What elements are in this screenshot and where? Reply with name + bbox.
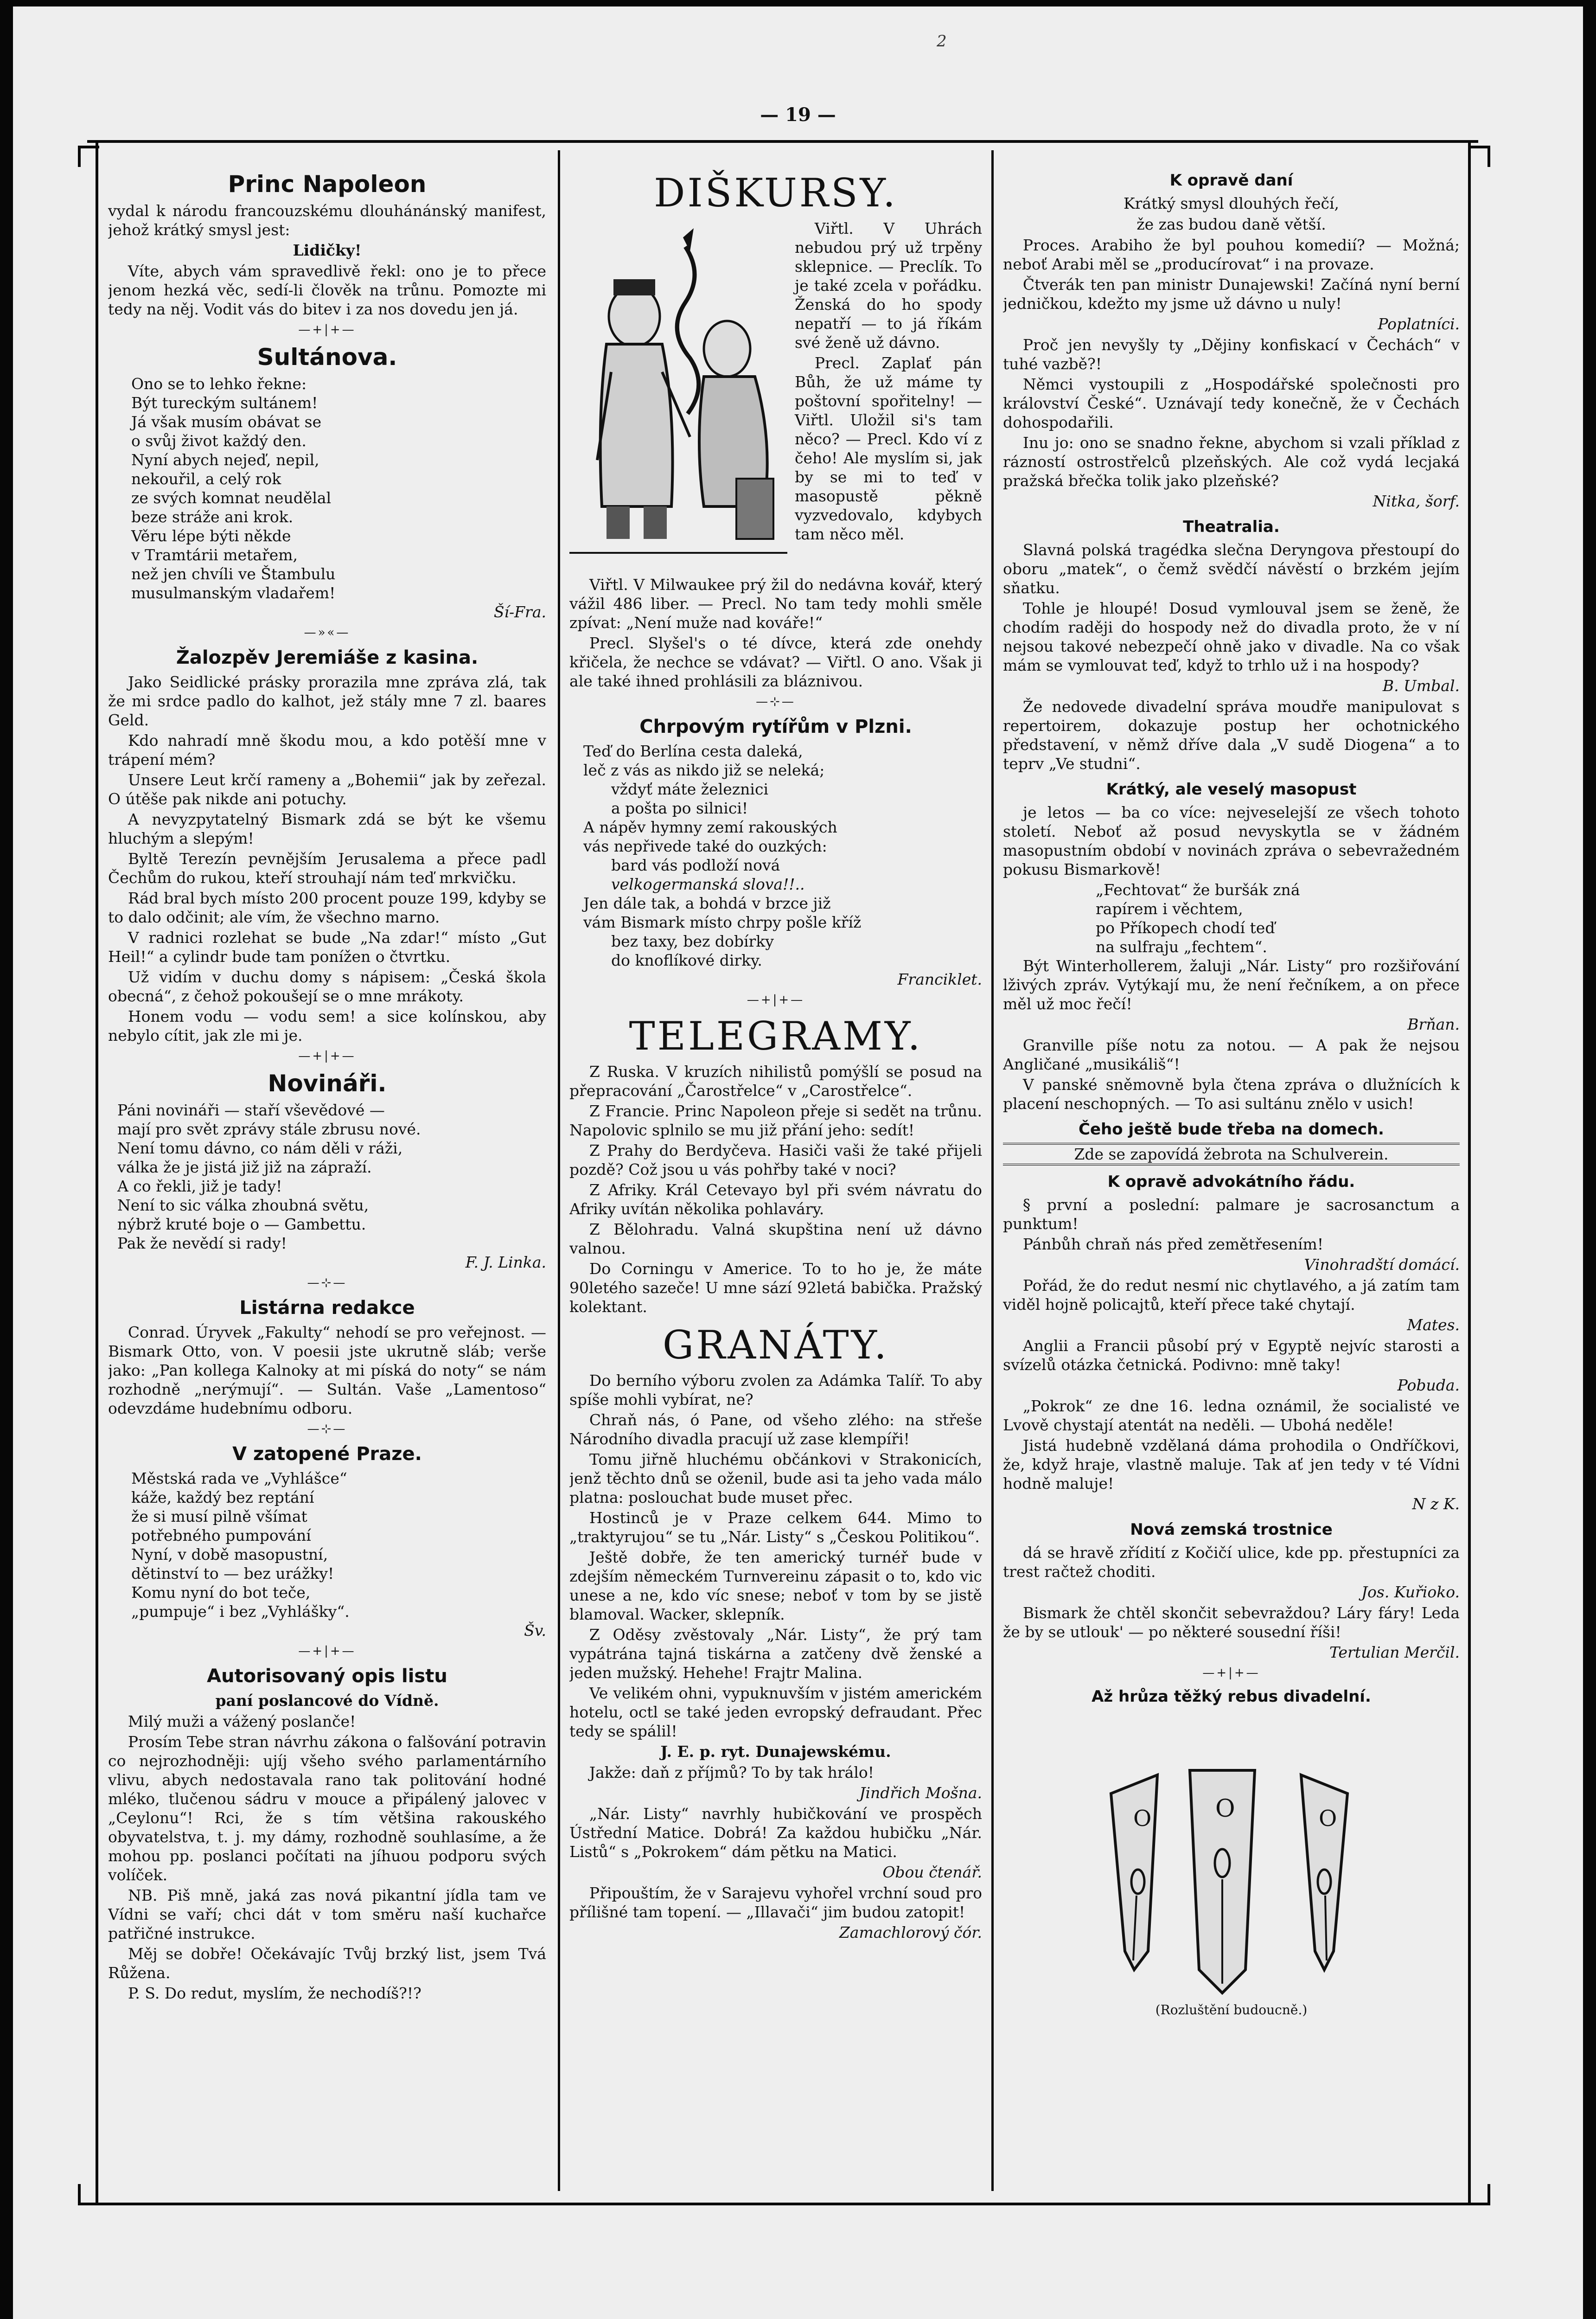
heading-rebus: Až hrůza těžký rebus divadelní. [1092,1687,1371,1706]
ornament-divider: —⊹— [307,1422,347,1436]
paragraph: „Nár. Listy“ navrhly hubičkování ve prospěch Ústřední Matice. Dobrá! Za každou hubičku „Nár. Listů“ s „Pokrokem“ dám pětku na Matici. [569,1805,982,1861]
signature: B. Umbal. [1382,677,1460,695]
paragraph: Byltě Terezín pevnějším Jerusalema a přece padl Čechům do rukou, kteří strouhají nám teď mrkvičku. [108,850,546,887]
heading-dani: K opravě daní [1169,171,1293,190]
corner-ornament-br [1469,2184,1490,2205]
paragraph: Anglii a Francii působí prý v Egyptě nejvíc starosti a svízelů otázka četnická. Podivno: mně taky! [1003,1337,1460,1374]
heading-telegramy: TELEGRAMY. [629,1013,923,1059]
paragraph: Do berního výboru zvolen za Adámka Talíř. To aby spíše mohli vybírat, ne? [569,1371,982,1409]
frame-right [1468,140,1471,2205]
verse-line: Já však musím obávat se [131,413,322,431]
paragraph: Z Ruska. V kruzích nihilistů pomýšlí se posud na přepracování „Čarostřelce“ v „Carostřelce“. [569,1063,982,1100]
verse-line: Není to sic válka zhoubná světu, [117,1196,369,1214]
verse-line: vždyť máte železnici [611,780,769,798]
dani-subline: že zas budou daně větší. [1136,215,1326,233]
paragraph: Že nedovede divadelní správa moudře manipulovat s repertoirem, dokazuje postup her ochotnického představení, v němž dříve dala „V sudě Diogena“ a to teprv „Ve studni“. [1003,698,1460,773]
verse-line: válka že je jistá již již na zápraží. [117,1158,372,1176]
heading-listarna: Listárna redakce [239,1297,415,1319]
signature: F. J. Linka. [465,1253,546,1271]
paragraph: Viřtl. V Milwaukee prý žil do nedávna kovář, který vážil 486 liber. — Precl. No tam tedy mohli směle zpívat: „Není muže nad kováře!“ [569,576,982,632]
paragraph: Viřtl. V Uhrách nebudou prý už trpěny sklepnice. — Preclík. To je také zcela v pořádku. Ženská do ho spody nepatří — to já říkám své ženě už dávno. [795,219,982,352]
rebus-letter: O [1318,1806,1337,1832]
heading-napoleon: Princ Napoleon [228,171,427,198]
page-number: — 19 — [760,104,836,126]
paragraph: Z Afriky. Král Cetevayo byl při svém návratu do Afriky uvítán několika pohlaváry. [569,1181,982,1218]
domech-text: Zde se zapovídá žebrota na Schulverein. [1003,1143,1460,1166]
signature: Nitka, šorf. [1373,492,1460,510]
paragraph: Němci vystoupili z „Hospodářské společnosti pro království České“. Uznávají tedy konečně, že v Čechách dohospodařili. [1003,375,1460,431]
verse-line: Pak že nevědí si rady! [117,1234,287,1252]
paragraph: Z Francie. Princ Napoleon přeje si sedět na trůnu. Napolovic splnilo se mu již přání jeho: sedít! [569,1102,982,1139]
verse-line: Jen dále tak, a bohdá v brzce již [583,894,831,912]
heading-sultanova: Sultánova. [257,344,397,371]
verse-line: bard vás podloží nová [611,856,780,874]
paragraph: Precl. Zaplať pán Bůh, že už máme ty poštovní spořitelny! — Viřtl. Uložil si's tam něco? — Precl. Kdo ví z čeho! Ale myslím si, jak by se mi to teď v masopustě pěkně vyzvedovalo, kdybych tam něco měl. [795,354,982,543]
signature: Zamachlorový čór. [839,1923,982,1941]
ornament-divider: —+|+— [298,1644,356,1658]
signature: Jindřich Mošna. [859,1784,982,1802]
paragraph: Precl. Slyšel's o té dívce, která zde onehdy křičela, že nechce se vdávat? — Viřtl. O ano. Však ji ale také ihned prohlásili za bláznivou. [569,634,982,690]
signature: Pobuda. [1397,1376,1460,1394]
paragraph: Unsere Leut krčí rameny a „Bohemii“ jak by zeřezal. O útěše pak nikde ani potuchy. [108,771,546,808]
verse-line: rapírem i věchtem, [1096,900,1243,918]
paragraph: „Pokrok“ ze dne 16. ledna oznámil, že socialisté ve Lvově chystají atentát na neděli. — Ubohá neděle! [1003,1397,1460,1434]
signature: Franciklet. [897,970,982,988]
frame-bottom [87,2203,1478,2205]
verse-line: že si musí pilně všímat [131,1507,307,1525]
paragraph: Hostinců je v Praze celkem 644. Mimo to „traktyrujou“ se tu „Nár. Listy“ s „Českou Politikou“. [569,1509,982,1546]
paragraph: Conrad. Úryvek „Fakulty“ nehodí se pro veřejnost. — Bismark Otto, von. V poesii jste ukrutně sláb; verše jako: „Pan kollega Kalnoky at mi píská do noty“ se nám rozhodně „nerýmují“. — Sultán. Vaše „Lamentoso“ odevzdáme hudebnímu odboru. [108,1323,546,1417]
handwritten-page-mark: 2 [937,32,947,51]
paragraph: Prosím Tebe stran návrhu zákona o falšování potravin co nejrozhodněji: ujíj všeho svého parlamentárního vlivu, abych nedostavala rano tak politování hodné mléko, tlučenou sádru v mouce a připálený jalovec v „Ceylonu“! Rci, že s tím většina rakouského obyvatelstva, t. j. my dámy, rozhodně souhlasíme, a že mohou pp. poslanci počítati na jíhuou podporu svých volíček. [108,1733,546,1884]
verse-line: Věru lépe býti někde [131,527,291,545]
frame-left [96,140,98,2205]
corner-ornament-tl [78,146,99,167]
verse-line: Teď do Berlína cesta daleká, [583,742,803,760]
verse-line: nekouřil, a celý rok [131,470,281,488]
verse-line: Ono se to lehko řekne: [131,375,307,393]
right-column [1003,164,1460,2196]
dani-subline: Krátký smysl dlouhých řečí, [1123,194,1340,212]
paragraph: A nevyzpytatelný Bismark zdá se být ke všemu hluchým a slepým! [108,810,546,847]
signature: Ší-Fra. [493,603,546,621]
rebus-letter: O [1133,1806,1151,1832]
masopust-verse [1003,880,1460,956]
dunajewski-heading: J. E. p. ryt. Dunajewskému. [660,1742,891,1761]
paragraph: Jakže: daň z příjmů? To by tak hrálo! [589,1763,875,1781]
paragraph: Do Corningu v Americe. To to ho je, že máte 90letého sazeče! U mne sází 92letá babička. Pražský kolektant. [569,1260,982,1316]
left-column [108,164,546,2196]
chrpovym-poem [569,742,982,970]
verse-line: o svůj život každý den. [131,432,306,450]
paragraph: Granville píše notu za notou. — A pak že nejsou Angličané „musikáliš“! [1003,1036,1460,1073]
paragraph: Už vidím v duchu domy s nápisem: „Česká škola obecná“, z čehož pokoušejí se o mne mrákoty. [108,968,546,1005]
signature: Poplatníci. [1378,315,1460,333]
verse-line: dětinství to — bez urážky! [131,1564,334,1582]
verse-line: na sulfraju „fechtem“. [1096,938,1267,956]
verse-line: nýbrž kruté boje o — Gambettu. [117,1215,366,1233]
paragraph: Rád bral bych místo 200 procent pouze 199, kdyby se to dalo odčinit; ale vím, že všechno marno. [108,889,546,926]
verse-line: Není tomu dávno, co nám děli v ráži, [117,1139,403,1157]
verse-line: leč z vás as nikdo již se neleká; [583,761,825,779]
paragraph: dá se hravě zřídití z Kočičí ulice, kde pp. přestupníci za trest račtež choditi. [1003,1544,1460,1581]
paragraph: Připouštím, že v Sarajevu vyhořel vrchní soud pro přílišné tam topení. — „Illavači“ jim budou zatopit! [569,1884,982,1921]
heading-zemska: Nová zemská trostnice [1130,1520,1333,1539]
heading-theatralia: Theatralia. [1183,518,1280,536]
ornament-divider: —+|+— [747,993,805,1007]
signature: Obou čtenář. [882,1863,982,1881]
signature: Jos. Kuřioko. [1361,1583,1460,1601]
paragraph: Jistá hudebně vzdělaná dáma prohodila o Ondříčkovi, že, když hraje, vlastně maluje. Tak ať jen tedy v té Vídni hodně maluje! [1003,1436,1460,1493]
heading-opis: Autorisovaný opis listu [207,1666,447,1687]
verse-line: A nápěv hymny zemí rakouských [583,818,837,836]
corner-ornament-tr [1469,146,1490,167]
napoleon-intro: vydal k národu francouzskému dlouhánánský manifest, jehož krátký smysl jest: [108,202,546,239]
paragraph: je letos — ba co více: nejveselejší ze všech tohoto století. Neboť až posud nevyskytla se v žádném masopustním období v novinách zpráva o sebevražedném pokusu Bismarkově! [1003,803,1460,878]
column-rule-1 [558,150,560,2191]
verse-line: ze svých komnat neudělal [131,489,332,507]
verse-line: potřebného pumpování [131,1526,311,1544]
verse-line: po Příkopech chodí teď [1096,919,1275,937]
signature: Vinohradští domácí. [1304,1256,1460,1274]
diskursy-illustration [569,219,787,571]
verse-line: v Tramtárii metařem, [131,546,298,564]
newspaper-page [13,6,1583,2319]
sultanova-poem [108,374,546,602]
paragraph: Bismark že chtěl skončit sebevraždou? Láry fáry! Leda že by se utlouk' — po některé sousední říši! [1003,1604,1460,1641]
verse-line: beze stráže ani krok. [131,508,294,526]
signature: Mates. [1407,1316,1460,1334]
paragraph: Tomu jiřně hluchému občánkovi v Strakonicích, jenž těchto dnů se oženil, bude asi ta jeho vada málo platna: poslouchat bude muset přec. [569,1450,982,1506]
signature: Brňan. [1407,1015,1460,1033]
column-rule-2 [991,150,994,2191]
verse-line: do knoflíkové dirky. [611,951,762,969]
paragraph: Ve velikém ohni, vypuknuvším v jistém americkém hotelu, octl se také jeden evropský defraudant. Přec tedy se spálil! [569,1684,982,1740]
paragraph: Chraň nás, ó Pane, od všeho zlého: na střeše Národního divadla pracují už zase klempíři! [569,1411,982,1448]
paragraph: NB. Piš mně, jaká zas nová pikantní jídla tam ve Vídni se vaří; chci dát v tom směru naší kuchařce patřičné instrukce. [108,1886,546,1942]
verse-line: musulmanským vladařem! [131,584,336,602]
verse-line: vás nepřivede také do ouzkých: [583,837,827,855]
verse-line: velkogermanská slova!!.. [611,875,805,893]
paragraph: Být Winterhollerem, žaluji „Nár. Listy“ pro rozšiřování lživých zpráv. Vytýkají mu, že není řečníkem, a on přece měl už moc řečí! [1003,957,1460,1013]
verse-line: Páni novináři — staří vševědové — [117,1101,385,1119]
ornament-divider: —+|+— [298,323,356,337]
rebus-letter: O [1215,1795,1235,1823]
opis-greeting: Milý muži a vážený poslanče! [128,1712,356,1730]
frame-top [87,140,1478,143]
heading-domech: Čeho ještě bude třeba na domech. [1079,1120,1384,1139]
paragraph: Z Oděsy zvěstovaly „Nár. Listy“, že prý tam vypátrána tajná tiskárna a zatčeny dvě ženské a jeden mužský. Hehehe! Frajtr Malina. [569,1626,982,1682]
verse-line: „Fechtovat“ že buršák zná [1096,881,1300,899]
paragraph: V radnici rozlehat se bude „Na zdar!“ místo „Gut Heil!“ a cylindr bude tam ponížen o čtvrtku. [108,929,546,966]
verse-line: Nyní, v době masopustní, [131,1545,328,1563]
paragraph: Z Bělohradu. Valná skupština není už dávno valnou. [569,1220,982,1257]
paragraph: Kdo nahradí mně škodu mou, a kdo potěší mne v trápení mém? [108,731,546,769]
paragraph: Proč jen nevyšly ty „Dějiny konfiskací v Čechách“ v tuhé vazbě?! [1003,336,1460,373]
praze-poem [108,1469,546,1621]
ornament-divider: —+|+— [1202,1666,1260,1680]
verse-line: bez taxy, bez dobírky [611,932,774,950]
paragraph: Jako Seidlické prásky prorazila mne zpráva zlá, tak že mi srdce padlo do kalhot, jež stály mne 7 zl. baares Geld. [108,673,546,729]
verse-line: Komu nyní do bot teče, [131,1583,311,1602]
verse-line: vám Bismark místo chrpy pošle kříž [583,913,862,931]
verse-line: „pumpuje“ i bez „Vyhlášky“. [131,1602,350,1621]
ornament-divider: —»«— [304,626,351,640]
heading-chrpovym: Chrpovým rytířům v Plzni. [639,716,912,737]
opis-subtitle: paní poslancové do Vídně. [215,1691,439,1710]
signature: N z K. [1412,1495,1460,1513]
verse-line: A co řekli, již je tady! [117,1177,282,1195]
verse-line: mají pro svět zprávy stále zbrusu nové. [117,1120,421,1138]
paragraph: Tohle je hloupé! Dosud vymlouval jsem se ženě, že chodím raději do hospody než do divadla proto, že v ní nejsou takové nebezpečí ohně jako v divadle. Na co však mám se vymlouvat teď, když to trhlo už i na hospody? [1003,599,1460,674]
verse-line: Městská rada ve „Vyhlášce“ [131,1469,347,1487]
ornament-divider: —+|+— [298,1049,356,1063]
verse-line: a pošta po silnici! [611,799,748,817]
paragraph: Z Prahy do Berdyčeva. Hasiči vaši že také přijeli pozdě? Což jsou u vás pohřby také v noci? [569,1141,982,1179]
verse-line: Být tureckým sultánem! [131,394,318,412]
signature: Šv. [524,1621,546,1640]
heading-zalozpev: Žalozpěv Jeremiáše z kasina. [176,647,479,668]
paragraph: § první a poslední: palmare je sacrosanctum a punktum! [1003,1196,1460,1233]
heading-advokat: K opravě advokátního řádu. [1107,1172,1355,1191]
paragraph: Ještě dobře, že ten americký turnéř bude v zdejším německém Turnvereinu zápasit o to, kdo vic unese a ne, kdo víc snese; neboť v tom by se jistě blamoval. Wacker, sklepník. [569,1548,982,1623]
paragraph: Pánbůh chraň nás před zemětřesením! [1022,1235,1324,1253]
verse-line: Nyní abych nejeď, nepil, [131,451,319,469]
verse-line: než jen chvíli ve Štambulu [131,565,336,583]
paragraph: Čtverák ten pan ministr Dunajewski! Začíná nyní berní jedničkou, kdežto my jsme už dávno u nuly! [1003,275,1460,313]
paragraph: Proces. Arabiho že byl pouhou komedií? — Možná; neboť Arabi měl se „producírovat“ i na provaze. [1003,236,1460,273]
novinari-poem [108,1101,546,1253]
middle-column [569,164,982,2196]
heading-diskursy: DIŠKURSY. [654,170,898,216]
ornament-divider: —⊹— [307,1276,347,1290]
paragraph: Měj se dobře! Očekávajíc Tvůj brzký list, jsem Tvá Růžena. [108,1945,546,1982]
heading-novinari: Novináři. [268,1070,387,1097]
paragraph: Slavná polská tragédka slečna Deryngova přestoupí do oboru „matek“, o čemž svědčí návěstí o brzkém jejím sňatku. [1003,541,1460,597]
paragraph: Pořád, že do redut nesmí nic chytlavého, a já zatím tam viděl hojně policajtů, kteří přece také chytají. [1003,1276,1460,1313]
paragraph: Honem vodu — vodu sem! a sice kolínskou, aby nebylo cítit, jak zle mi je. [108,1007,546,1044]
heading-praze: V zatopené Praze. [232,1443,422,1465]
paragraph: V panské sněmovně byla čtena zpráva o dlužnících k placení neschopných. — To asi sultánu znělo v usich! [1003,1076,1460,1113]
signature: Tertulian Merčil. [1329,1643,1460,1661]
paragraph: P. S. Do redut, myslím, že nechodíš?!? [128,1984,421,2002]
napoleon-salutation: Lidičky! [293,241,362,259]
napoleon-body: Víte, abych vám spravedlivě řekl: ono je to přece jenom hezká věc, sedí-li člověk na trůnu. Pomozte mi tedy na něj. Vodit vás do bitev i za nos dovedu jen já. [108,262,546,318]
heading-granaty: GRANÁTY. [663,1322,889,1368]
ornament-divider: —⊹— [756,695,796,709]
rebus-caption: (Rozluštění budoucně.) [1155,2002,1308,2018]
corner-ornament-bl [78,2184,99,2205]
paragraph: Inu jo: ono se snadno řekne, abychom si vzali příklad z rázností ostrostřelců plzeňských. Ale což vydá lecjaká pražská břečka tolik jako plzeňské? [1003,434,1460,490]
verse-line: káže, každý bez reptání [131,1488,314,1506]
rebus-pen-nibs-illustration [1055,1710,1408,1998]
heading-masopust: Krátký, ale veselý masopust [1106,780,1357,799]
